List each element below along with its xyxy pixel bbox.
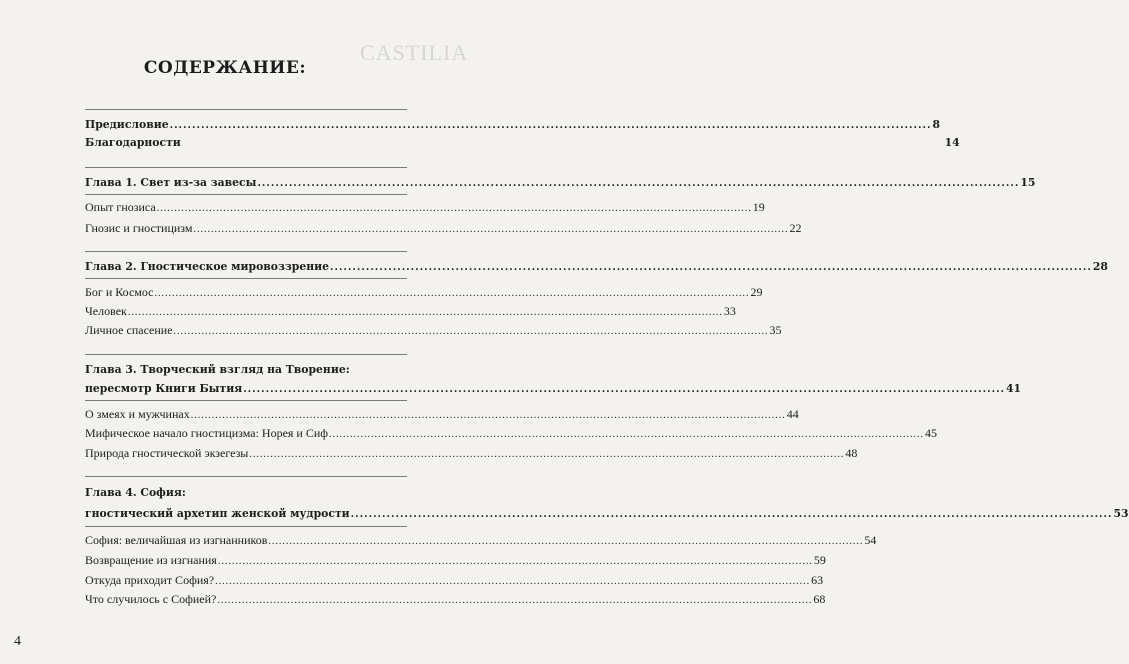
- dot-leader: [249, 449, 844, 460]
- dot-leader: [217, 595, 812, 606]
- entry-label: Глава 1. Свет из-за завесы: [85, 176, 257, 189]
- toc-entry: [85, 118, 940, 131]
- divider: [85, 400, 407, 401]
- toc-entry: [85, 260, 1108, 273]
- entry-page: 8: [932, 118, 940, 131]
- entry-page: 59: [813, 553, 826, 567]
- toc-entry: [85, 323, 782, 338]
- dot-leader: [257, 178, 1019, 189]
- chapter-heading-line: Глава 3. Творческий взгляд на Творение:: [85, 363, 350, 376]
- dot-leader: [243, 384, 1005, 395]
- dot-leader: [268, 536, 863, 547]
- dot-leader: [154, 288, 749, 299]
- entry-page: 35: [769, 323, 782, 337]
- dot-leader: [170, 120, 932, 131]
- chapter-heading-line: Глава 4. София:: [85, 486, 186, 499]
- entry-label: Благодарности: [85, 136, 181, 149]
- entry-page: 33: [723, 304, 736, 318]
- entry-label: София: величайшая из изгнанников: [85, 533, 268, 547]
- entry-page: 28: [1092, 260, 1108, 273]
- dot-leader: [330, 262, 1092, 273]
- entry-label: О змеях и мужчинах: [85, 407, 190, 421]
- entry-label: Гнозис и гностицизм: [85, 221, 193, 235]
- entry-page: 19: [752, 200, 765, 214]
- toc-entry: [85, 304, 736, 319]
- divider: [85, 476, 407, 477]
- toc-entry: [85, 176, 1036, 189]
- toc-entry: [85, 533, 877, 548]
- entry-page: 54: [864, 533, 877, 547]
- toc-entry: [85, 221, 802, 236]
- page-title: СОДЕРЖАНИЕ:: [143, 58, 307, 78]
- divider: [85, 194, 407, 195]
- entry-label: Человек: [85, 304, 127, 318]
- divider: [85, 251, 407, 252]
- dot-leader: [193, 224, 788, 235]
- entry-label: Откуда приходит София?: [85, 573, 215, 587]
- page-number: 4: [14, 634, 21, 649]
- entry-label: Глава 2. Гностическое мировоззрение: [85, 260, 329, 273]
- entry-label: гностический архетип женской мудрости: [85, 507, 350, 520]
- divider: [85, 526, 407, 527]
- dot-leader: [157, 203, 752, 214]
- dot-leader: [128, 307, 723, 318]
- divider: [85, 278, 407, 279]
- entry-label: Возвращение из изгнания: [85, 553, 217, 567]
- entry-label: Природа гностической экзегезы: [85, 446, 249, 460]
- entry-page: 63: [811, 573, 824, 587]
- toc-entry: [85, 136, 960, 149]
- toc-entry: [85, 200, 765, 215]
- entry-page: 48: [845, 446, 858, 460]
- toc-entry: [85, 592, 826, 607]
- entry-label: Личное спасение: [85, 323, 173, 337]
- entry-label: Что случилось с Софией?: [85, 592, 217, 606]
- dot-leader: [351, 509, 1113, 520]
- toc-entry: [85, 573, 824, 588]
- divider: [85, 354, 407, 355]
- toc-entry: [85, 446, 858, 461]
- toc-entry: [85, 426, 938, 441]
- entry-page: 22: [789, 221, 802, 235]
- dot-leader: [215, 576, 810, 587]
- entry-label: пересмотр Книги Бытия: [85, 382, 243, 395]
- entry-label: Мифическое начало гностицизма: Норея и Сиф: [85, 426, 329, 440]
- entry-label: Бог и Космос: [85, 285, 154, 299]
- entry-page: 14: [944, 136, 960, 149]
- toc-entry: [85, 507, 1129, 520]
- entry-page: 53: [1113, 507, 1129, 520]
- toc-entry: [85, 407, 799, 422]
- entry-page: 41: [1006, 382, 1022, 395]
- entry-page: 68: [813, 592, 826, 606]
- toc-entry: [85, 382, 1022, 395]
- entry-page: 29: [750, 285, 763, 299]
- divider: [85, 167, 407, 168]
- dot-leader: [174, 326, 769, 337]
- entry-page: 45: [925, 426, 938, 440]
- entry-page: 44: [786, 407, 799, 421]
- dot-leader: [191, 410, 786, 421]
- watermark-logo: CASTILIA: [360, 40, 469, 65]
- toc-entry: [85, 553, 826, 568]
- entry-label: Опыт гнозиса: [85, 200, 156, 214]
- entry-page: 15: [1020, 176, 1036, 189]
- divider: [85, 109, 407, 110]
- toc-entry: [85, 285, 763, 300]
- dot-leader: [329, 429, 924, 440]
- entry-label: Предисловие: [85, 118, 169, 131]
- dot-leader: [218, 556, 813, 567]
